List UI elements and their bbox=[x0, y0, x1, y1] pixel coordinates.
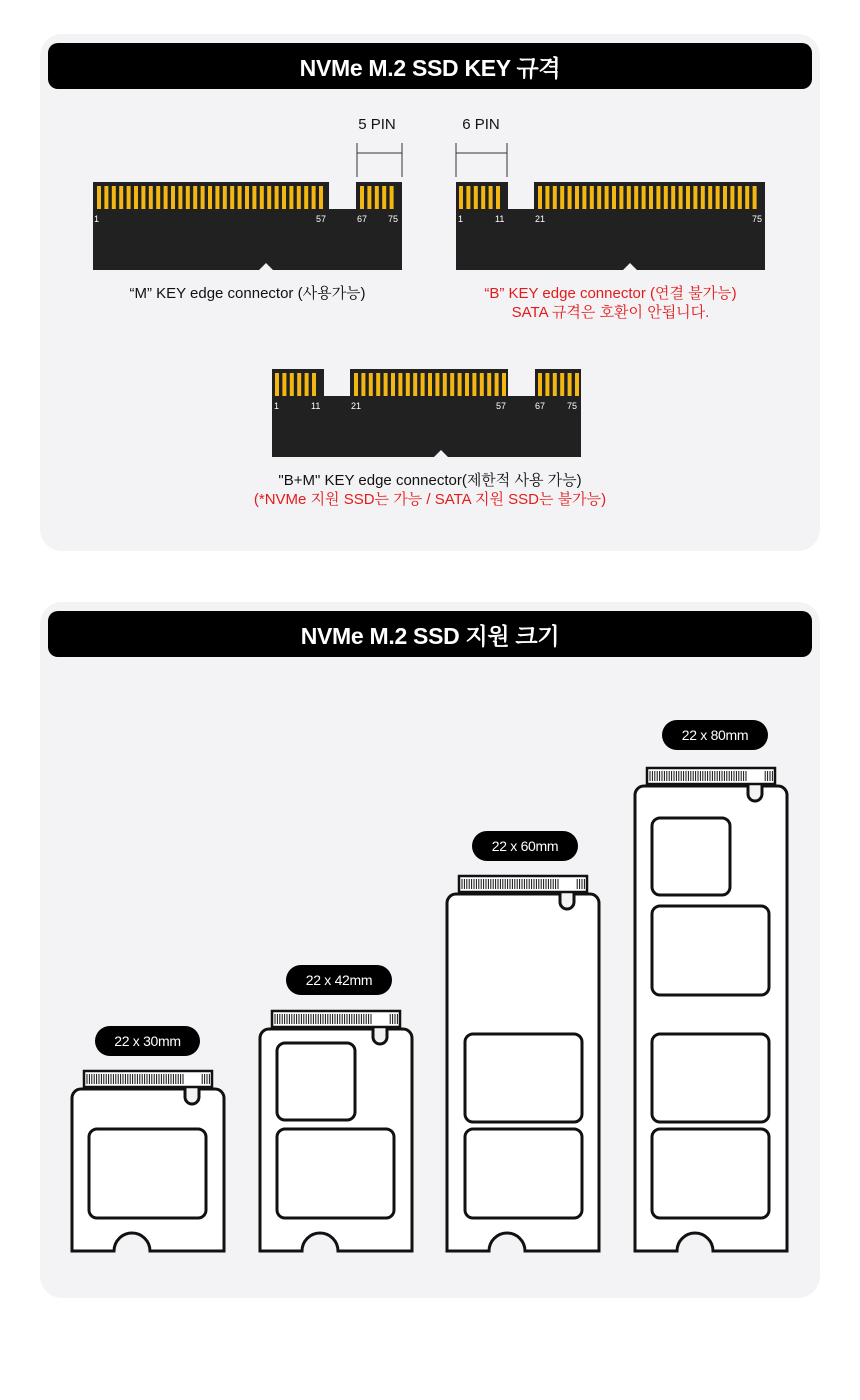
pin-number: 67 bbox=[357, 214, 368, 224]
pin-number: 11 bbox=[311, 401, 321, 411]
pin-number: 75 bbox=[567, 401, 578, 411]
pin-number: 67 bbox=[535, 401, 546, 411]
memory-chip bbox=[652, 818, 730, 895]
memory-chip bbox=[277, 1129, 394, 1218]
memory-chip bbox=[465, 1129, 582, 1218]
edge-connector bbox=[272, 1011, 400, 1027]
pin-number: 21 bbox=[351, 401, 362, 411]
memory-chip bbox=[652, 1034, 769, 1122]
bm-key-note: (*NVMe 지원 SSD는 가능 / SATA 지원 SSD는 불가능) bbox=[253, 491, 607, 508]
b-key-caption: “B” KEY edge connector (연결 불가능) bbox=[484, 285, 737, 302]
b-key-note: SATA 규격은 호환이 안됩니다. bbox=[511, 304, 710, 321]
bm-key-caption: "B+M" KEY edge connector(제한적 사용 가능) bbox=[278, 472, 582, 489]
m-key-caption: “M” KEY edge connector (사용가능) bbox=[129, 285, 366, 302]
edge-connector bbox=[647, 768, 775, 784]
size-spec-header: NVMe M.2 SSD 지원 크기 bbox=[48, 611, 812, 657]
size-label-60mm: 22 x 60mm bbox=[472, 831, 578, 861]
size-label-30mm: 22 x 30mm bbox=[95, 1026, 200, 1056]
pin-number: 1 bbox=[274, 401, 280, 411]
memory-chip bbox=[652, 906, 769, 995]
key-spec-header: NVMe M.2 SSD KEY 규격 bbox=[48, 43, 812, 89]
memory-chip bbox=[465, 1034, 582, 1122]
memory-chip bbox=[89, 1129, 206, 1218]
memory-chip bbox=[652, 1129, 769, 1218]
pin-number: 1 bbox=[458, 214, 464, 224]
size-label-42mm: 22 x 42mm bbox=[286, 965, 392, 995]
pin-number: 75 bbox=[388, 214, 399, 224]
pin-number: 21 bbox=[535, 214, 546, 224]
edge-connector bbox=[459, 876, 587, 892]
six-pin-label: 6 PIN bbox=[462, 116, 500, 133]
pin-number: 1 bbox=[94, 214, 100, 224]
pin-number: 57 bbox=[316, 214, 327, 224]
edge-connector bbox=[84, 1071, 212, 1087]
pin-number: 75 bbox=[752, 214, 763, 224]
pin-number: 11 bbox=[495, 214, 505, 224]
size-label-80mm: 22 x 80mm bbox=[662, 720, 768, 750]
memory-chip bbox=[277, 1043, 355, 1120]
five-pin-label: 5 PIN bbox=[358, 116, 396, 133]
pin-number: 57 bbox=[496, 401, 507, 411]
